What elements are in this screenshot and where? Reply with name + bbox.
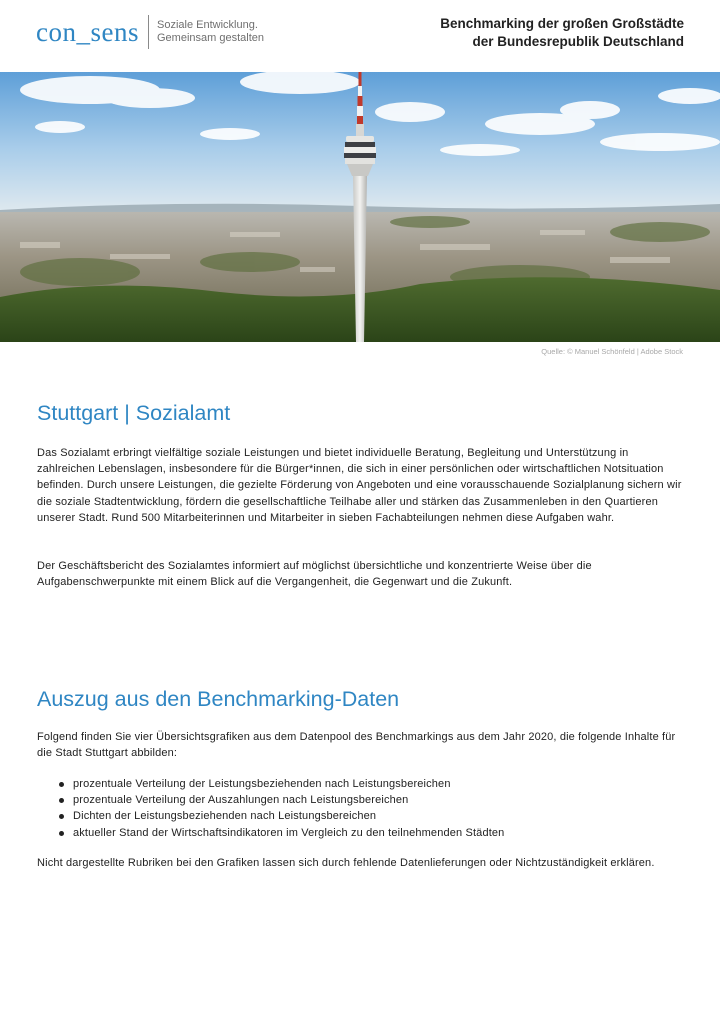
section-heading-sozialamt: Stuttgart | Sozialamt [37, 401, 231, 425]
consens-logo [36, 14, 264, 50]
section-benchmarking-intro [37, 729, 683, 761]
list-item: prozentuale Verteilung der Leistungsbeziehenden nach Leistungsbereichen [37, 776, 683, 792]
section-sozialamt-body-2 [37, 558, 683, 590]
logo-wordmark: con_sens [36, 17, 139, 47]
paragraph-geschaeftsbericht: Der Geschäftsbericht des Sozialamtes informiert auf möglichst übersichtliche und konzentrierte Weise über die Aufgabenschwerpunkte mit einem Blick auf die Vergangenheit, die Gegenwart und die Zukunft. [37, 560, 592, 589]
paragraph-closing: Nicht dargestellte Rubriken bei den Grafiken lassen sich durch fehlende Datenlieferungen oder Nichtzuständigkeit erklären. [37, 857, 655, 869]
paragraph-benchmarking-intro: Folgend finden Sie vier Übersichtsgrafiken aus dem Datenpool des Benchmarkings aus dem Jahr 2020, die folgende Inhalte für die Stadt Stuttgart abbilden: [37, 731, 676, 760]
section-benchmarking-closing [37, 855, 683, 871]
logo-tagline-line-2: Gemeinsam gestalten [156, 32, 264, 44]
section-sozialamt [37, 399, 683, 427]
document-title-line-2: der Bundesrepublik Deutschland [472, 34, 684, 49]
section-heading-benchmarking: Auszug aus den Benchmarking-Daten [37, 687, 400, 711]
paragraph-intro: Das Sozialamt erbringt vielfältige soziale Leistungen und bietet individuelle Beratung, Begleitung und Unterstützung in zahlreichen Lebenslagen, insbesondere für die Bürger*innen, die sich in einer persönlichen oder wirtschaftlichen Notsituation befinden. Durch unsere Leistungen, die gezielte Förderung von Angeboten und eine vorausschauende Sozialplanung sichern wir die soziale Stadtentwicklung, fördern die gesellschaftliche Teilhabe aller und stärken das Zusammenleben in den Quartieren unserer Stadt. Rund 500 Mitarbeiterinnen und Mitarbeiter in sieben Fachabteilungen nehmen diese Aufgaben wahr. [37, 447, 682, 524]
logo-divider [148, 15, 149, 49]
document-title-line-1: Benchmarking der großen Großstädte [440, 16, 684, 31]
image-credit: Quelle: © Manuel Schönfeld | Adobe Stock [541, 347, 683, 356]
section-sozialamt-body [37, 445, 683, 526]
page-header [0, 0, 720, 72]
bullet-list [37, 776, 683, 841]
section-benchmarking [37, 685, 683, 713]
hero-image [0, 72, 720, 342]
list-item: Dichten der Leistungsbeziehenden nach Leistungsbereichen [37, 808, 683, 824]
document-title [440, 15, 684, 51]
logo-tagline [157, 19, 264, 45]
benchmarking-list [37, 776, 683, 841]
list-item: prozentuale Verteilung der Auszahlungen nach Leistungsbereichen [37, 792, 683, 808]
tv-tower-photo-icon [0, 72, 720, 342]
list-item: aktueller Stand der Wirtschaftsindikatoren im Vergleich zu den teilnehmenden Städten [37, 825, 683, 841]
logo-tagline-line-1: Soziale Entwicklung. [156, 19, 258, 31]
